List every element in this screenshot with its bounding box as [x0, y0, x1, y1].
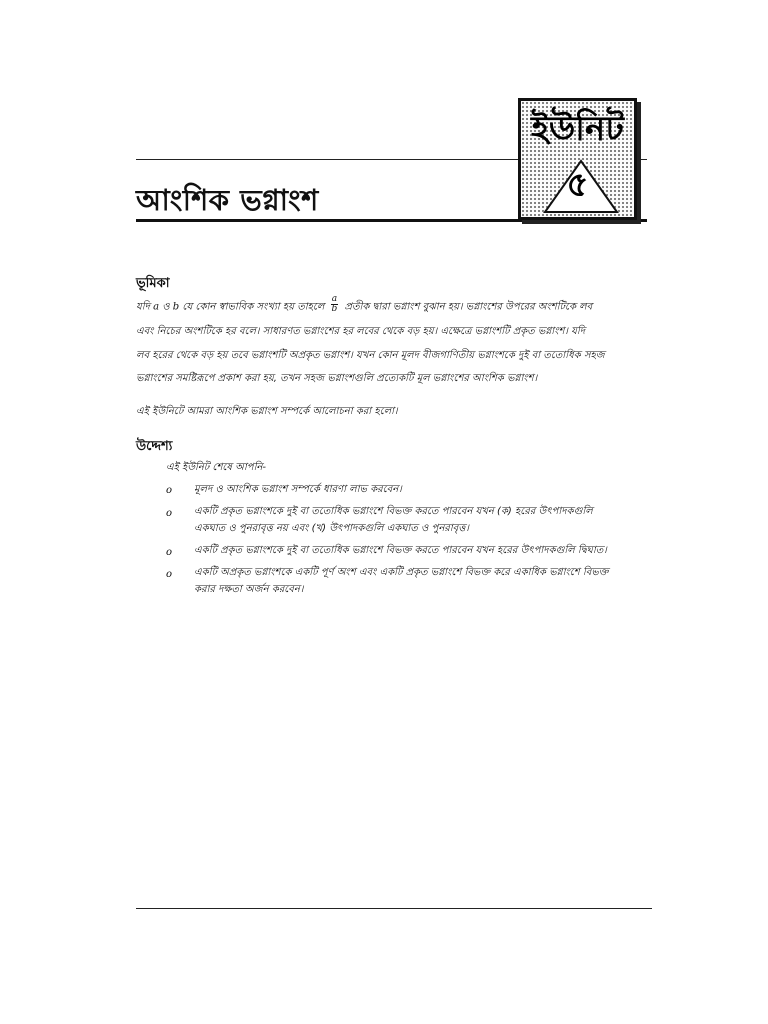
chapter-title: আংশিক ভগ্নাংশ: [136, 183, 319, 217]
bullet-marker: o: [166, 569, 173, 580]
objective-1-line-1: মূলদ ও আংশিক ভগ্নাংশ সম্পর্কে ধারণা লাভ করবেন।: [194, 484, 402, 495]
intro-heading: ভূমিকা: [136, 276, 170, 291]
unit-badge-word: ইউনিট: [531, 109, 624, 149]
variable-b: b: [172, 301, 180, 313]
bullet-marker: o: [166, 485, 173, 496]
objective-3-line-1: একটি প্রকৃত ভগ্নাংশকে দুই বা ততোধিক ভগ্নাংশে বিভক্ত করতে পারবেন যখন হরের উৎপাদকগুলি দ্বিঘাত।: [194, 545, 607, 556]
objectives-intro: এই ইউনিট শেষে আপনি-: [166, 462, 267, 473]
objective-4-line-2: করার দক্ষতা অর্জন করবেন।: [194, 584, 304, 595]
fraction-denominator: b: [331, 304, 338, 314]
unit-badge: [518, 98, 637, 220]
intro-line-3: লব হরের থেকে বড় হয় তবে ভগ্নাংশটি অপ্রকৃত ভগ্নাংশ। যখন কোন মূলদ বীজগাণিতীয় ভগ্নাংশকে দুই বা ততোধিক সহজ: [136, 350, 605, 361]
intro-line-2: এবং নিচের অংশটিকে হর বলে। সাধারণত ভগ্নাংশের হর লবের থেকে বড় হয়। এক্ষেত্রে ভগ্নাংশটি প্রকৃত ভগ্নাংশ। যদি: [136, 326, 586, 337]
objective-2-line-2: একঘাত ও পুনরাবৃত্ত নয় এবং (খ) উৎপাদকগুলি একঘাত ও পুনরাবৃত্ত।: [194, 523, 469, 534]
intro-line-1-part-d: প্রতীক দ্বারা ভগ্নাংশ বুঝান হয়। ভগ্নাংশের উপরের অংশটিকে লব: [344, 301, 593, 313]
intro-line-1: [136, 294, 593, 316]
unit-badge-number: ৫: [566, 165, 589, 205]
fraction-a-over-b: [331, 295, 339, 314]
fraction-numerator: a: [331, 294, 338, 304]
variable-a: a: [153, 301, 160, 313]
objective-2-line-1: একটি প্রকৃত ভগ্নাংশকে দুই বা ততোধিক ভগ্নাংশে বিভক্ত করতে পারবেন যখন (ক) হরের উৎপাদকগুলি: [194, 506, 593, 517]
intro-line-5: এই ইউনিটে আমরা আংশিক ভগ্নাংশ সম্পর্কে আলোচনা করা হলো।: [136, 406, 398, 417]
bullet-marker: o: [166, 508, 173, 519]
bullet-marker: o: [166, 547, 173, 558]
intro-line-1-part-c: যে কোন স্বাভাবিক সংখ্যা হয় তাহলে: [182, 301, 325, 313]
intro-line-1-part-a: যদি: [136, 301, 150, 313]
objective-4-line-1: একটি অপ্রকৃত ভগ্নাংশকে একটি পূর্ণ অংশ এবং একটি প্রকৃত ভগ্নাংশে বিভক্ত করে একাধিক ভগ্নাংশে বিভক্ত: [194, 567, 609, 578]
intro-line-1-part-b: ও: [162, 301, 170, 313]
intro-line-4: ভগ্নাংশের সমষ্টিরূপে প্রকাশ করা হয়, তখন সহজ ভগ্নাংশগুলি প্রত্যেকটি মূল ভগ্নাংশের আংশিক ভগ্নাংশ।: [136, 373, 538, 384]
footer-rule: [136, 908, 652, 909]
objectives-heading: উদ্দেশ্য: [136, 439, 173, 454]
